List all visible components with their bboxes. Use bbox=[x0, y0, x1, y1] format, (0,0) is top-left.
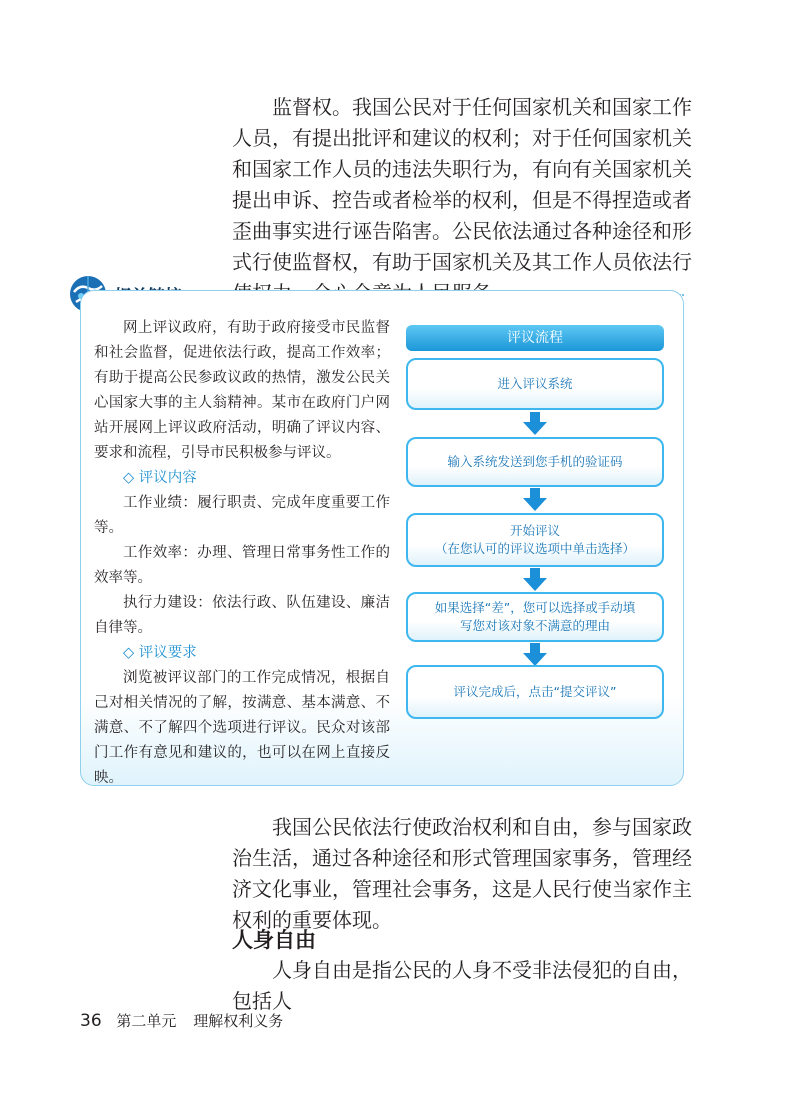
requirement-text: 浏览被评议部门的工作完成情况，根据自己对相关情况的了解，按满意、基本满意、不满意、不了解四个选项进行评议。民众对该部门工作有意见和建议的，也可以在网上直接反映。 bbox=[94, 670, 390, 786]
flow-step-4 bbox=[406, 592, 664, 642]
flow-step-3 bbox=[406, 513, 664, 567]
requirement-heading: ◇ 评议要求 bbox=[123, 645, 197, 661]
step-line: 写您对该对象不满意的理由 bbox=[459, 618, 610, 633]
content-item: 执行力建设：依法行政、队伍建设、廉洁自律等。 bbox=[94, 595, 390, 636]
unit-title: 理解权利义务 bbox=[193, 1012, 284, 1030]
paragraph-personal-freedom: 人身自由是指公民的人身不受非法侵犯的自由，包括人 bbox=[232, 958, 692, 1013]
step-line: 输入系统发送到您手机的验证码 bbox=[447, 454, 623, 469]
step-line: 进入评议系统 bbox=[497, 376, 573, 391]
flow-title: 评议流程 bbox=[406, 325, 664, 351]
flow-step-2 bbox=[406, 437, 664, 487]
content-heading: ◇ 评议内容 bbox=[123, 470, 197, 486]
step-line: 评议完成后，点击“提交评议” bbox=[453, 684, 617, 699]
step-line: （在您认可的评议选项中单击选择） bbox=[434, 541, 635, 556]
flow-step-1 bbox=[406, 358, 664, 410]
down-arrow-icon bbox=[522, 488, 548, 512]
down-arrow-icon bbox=[522, 568, 548, 592]
step-line: 开始评议 bbox=[509, 523, 560, 538]
down-arrow-icon bbox=[522, 643, 548, 667]
step-line: 如果选择“差”，您可以选择或手动填 bbox=[434, 600, 636, 615]
flow-step-5 bbox=[406, 665, 664, 719]
page-footer bbox=[80, 1010, 283, 1031]
paragraph-supervision: 监督权。我国公民对于任何国家机关和国家工作人员，有提出批评和建议的权利；对于任何国家机关和国家工作人员的违法失职行为，有向有关国家机关提出申诉、控告或者检举的权利，但是不得捏造或者歪曲事实进行诬告陷害。公民依法通过各种途径和形式行使监督权，有助于国家机关及其工作人员依法行 bbox=[232, 95, 692, 274]
content-item: 工作业绩：履行职责、完成年度重要工作等。 bbox=[94, 495, 390, 536]
down-arrow-icon bbox=[522, 412, 548, 436]
paragraph-political-rights: 我国公民依法行使政治权利和自由，参与国家政治生活，通过各种途径和形式管理国家事务，管理经济文化事业，管理社会事务，这是人民行使当家作主权利的重要体现。 bbox=[232, 815, 692, 932]
page-number: 36 bbox=[80, 1011, 102, 1031]
content-item: 工作效率：办理、管理日常事务性工作的效率等。 bbox=[94, 545, 390, 586]
section-title: 人身自由 bbox=[232, 928, 316, 952]
intro-text: 网上评议政府，有助于政府接受市民监督和社会监督，促进依法行政，提高工作效率；有助于提高公民参政议政的热情，激发公民关心国家大事的主人翁精神。某市在政府门户网站开展网上评议政府活动，明确了评议内容、要求和流程，引导市民积极参与评议。 bbox=[94, 320, 390, 461]
evaluation-description bbox=[94, 316, 390, 791]
unit-label: 第二单元 bbox=[116, 1012, 177, 1030]
